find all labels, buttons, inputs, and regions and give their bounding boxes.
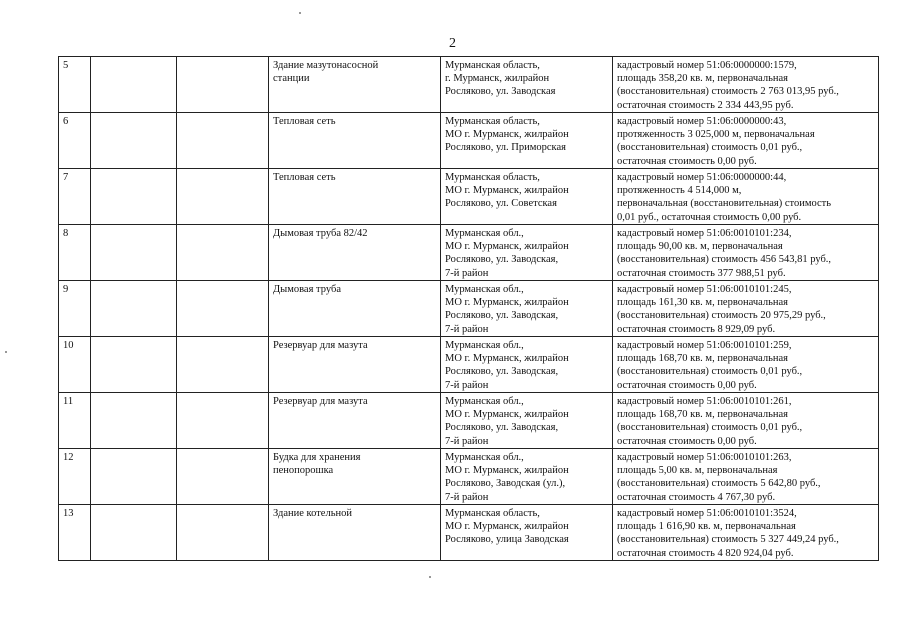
row-number: 6 bbox=[59, 113, 91, 169]
empty-cell bbox=[91, 225, 177, 281]
row-number: 13 bbox=[59, 505, 91, 561]
empty-cell bbox=[91, 281, 177, 337]
object-name: Резервуар для мазута bbox=[269, 337, 441, 393]
object-address: Мурманская область, МО г. Мурманск, жилрайон Росляково, улица Заводская bbox=[441, 505, 613, 561]
table-row bbox=[59, 393, 879, 449]
row-number: 11 bbox=[59, 393, 91, 449]
row-number: 7 bbox=[59, 169, 91, 225]
empty-cell bbox=[177, 281, 269, 337]
scan-speck bbox=[299, 12, 301, 14]
table-body bbox=[59, 57, 879, 561]
object-details: кадастровый номер 51:06:0010101:245, площадь 161,30 кв. м, первоначальная (восстановительная) стоимость 20 975,29 руб., остаточная стоимость 8 929,09 руб. bbox=[613, 281, 879, 337]
object-details: кадастровый номер 51:06:0010101:259, площадь 168,70 кв. м, первоначальная (восстановительная) стоимость 0,01 руб., остаточная стоимость 0,00 руб. bbox=[613, 337, 879, 393]
row-number: 5 bbox=[59, 57, 91, 113]
object-name: Резервуар для мазута bbox=[269, 393, 441, 449]
object-details: кадастровый номер 51:06:0010101:263, площадь 5,00 кв. м, первоначальная (восстановительная) стоимость 5 642,80 руб., остаточная стоимость 4 767,30 руб. bbox=[613, 449, 879, 505]
page-number: 2 bbox=[449, 36, 456, 51]
empty-cell bbox=[177, 57, 269, 113]
table-row bbox=[59, 169, 879, 225]
object-address: Мурманская обл., МО г. Мурманск, жилрайон Росляково, Заводская (ул.), 7-й район bbox=[441, 449, 613, 505]
object-details: кадастровый номер 51:06:0000000:44, протяженность 4 514,000 м, первоначальная (восстановительная) стоимость 0,01 руб., остаточная стоимость 0,00 руб. bbox=[613, 169, 879, 225]
empty-cell bbox=[177, 505, 269, 561]
table-row bbox=[59, 281, 879, 337]
empty-cell bbox=[91, 449, 177, 505]
row-number: 12 bbox=[59, 449, 91, 505]
property-registry-table bbox=[58, 56, 879, 561]
object-name: Будка для хранения пенопорошка bbox=[269, 449, 441, 505]
empty-cell bbox=[91, 393, 177, 449]
table-row bbox=[59, 449, 879, 505]
table-row bbox=[59, 113, 879, 169]
empty-cell bbox=[177, 449, 269, 505]
object-name: Тепловая сеть bbox=[269, 113, 441, 169]
table-row bbox=[59, 505, 879, 561]
object-address: Мурманская обл., МО г. Мурманск, жилрайон Росляково, ул. Заводская, 7-й район bbox=[441, 281, 613, 337]
object-name: Дымовая труба bbox=[269, 281, 441, 337]
scan-speck bbox=[5, 351, 7, 353]
object-details: кадастровый номер 51:06:0010101:3524, площадь 1 616,90 кв. м, первоначальная (восстановительная) стоимость 5 327 449,24 руб., остаточная стоимость 4 820 924,04 руб. bbox=[613, 505, 879, 561]
row-number: 8 bbox=[59, 225, 91, 281]
empty-cell bbox=[91, 337, 177, 393]
object-address: Мурманская область, МО г. Мурманск, жилрайон Росляково, ул. Советская bbox=[441, 169, 613, 225]
table-row bbox=[59, 225, 879, 281]
empty-cell bbox=[91, 505, 177, 561]
object-name: Тепловая сеть bbox=[269, 169, 441, 225]
empty-cell bbox=[177, 393, 269, 449]
object-name: Здание котельной bbox=[269, 505, 441, 561]
empty-cell bbox=[177, 113, 269, 169]
object-details: кадастровый номер 51:06:0000000:1579, площадь 358,20 кв. м, первоначальная (восстановительная) стоимость 2 763 013,95 руб., остаточная стоимость 2 334 443,95 руб. bbox=[613, 57, 879, 113]
object-details: кадастровый номер 51:06:0010101:234, площадь 90,00 кв. м, первоначальная (восстановительная) стоимость 456 543,81 руб., остаточная стоимость 377 988,51 руб. bbox=[613, 225, 879, 281]
row-number: 9 bbox=[59, 281, 91, 337]
scan-speck bbox=[429, 576, 431, 578]
object-details: кадастровый номер 51:06:0000000:43, протяженность 3 025,000 м, первоначальная (восстановительная) стоимость 0,01 руб., остаточная стоимость 0,00 руб. bbox=[613, 113, 879, 169]
empty-cell bbox=[177, 225, 269, 281]
object-address: Мурманская обл., МО г. Мурманск, жилрайон Росляково, ул. Заводская, 7-й район bbox=[441, 225, 613, 281]
empty-cell bbox=[91, 169, 177, 225]
table-row bbox=[59, 57, 879, 113]
row-number: 10 bbox=[59, 337, 91, 393]
table-row bbox=[59, 337, 879, 393]
object-address: Мурманская область, МО г. Мурманск, жилрайон Росляково, ул. Приморская bbox=[441, 113, 613, 169]
empty-cell bbox=[177, 337, 269, 393]
empty-cell bbox=[91, 57, 177, 113]
empty-cell bbox=[91, 113, 177, 169]
empty-cell bbox=[177, 169, 269, 225]
object-details: кадастровый номер 51:06:0010101:261, площадь 168,70 кв. м, первоначальная (восстановительная) стоимость 0,01 руб., остаточная стоимость 0,00 руб. bbox=[613, 393, 879, 449]
object-name: Дымовая труба 82/42 bbox=[269, 225, 441, 281]
object-address: Мурманская обл., МО г. Мурманск, жилрайон Росляково, ул. Заводская, 7-й район bbox=[441, 393, 613, 449]
object-address: Мурманская область, г. Мурманск, жилрайон Росляково, ул. Заводская bbox=[441, 57, 613, 113]
object-name: Здание мазутонасосной станции bbox=[269, 57, 441, 113]
object-address: Мурманская обл., МО г. Мурманск, жилрайон Росляково, ул. Заводская, 7-й район bbox=[441, 337, 613, 393]
